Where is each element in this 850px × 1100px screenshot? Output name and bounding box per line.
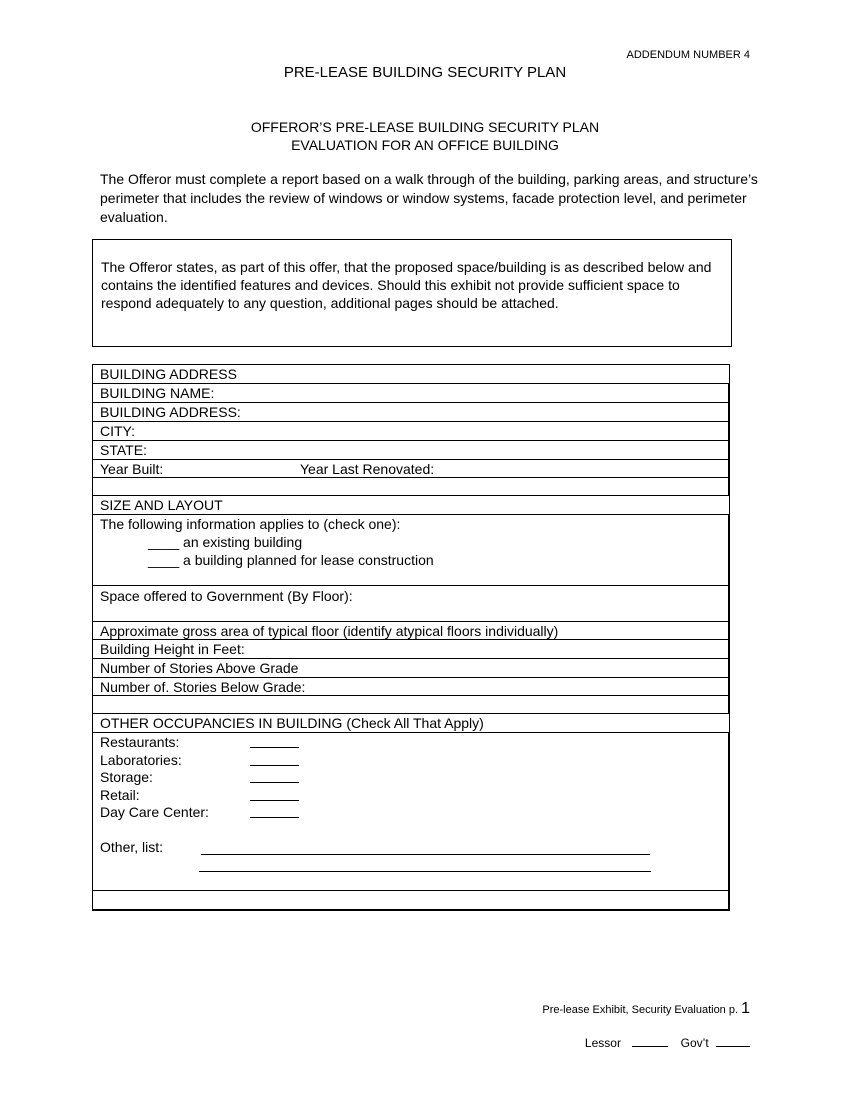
stories-above-row[interactable] bbox=[92, 658, 730, 677]
initials-footer bbox=[585, 1036, 750, 1050]
check-blank[interactable] bbox=[250, 800, 299, 801]
city-row[interactable] bbox=[92, 421, 730, 440]
exhibit-label: Pre-lease Exhibit, Security Evaluation p. bbox=[542, 1004, 739, 1016]
space-offered-row[interactable] bbox=[92, 585, 730, 621]
occupancy-label: Laboratories: bbox=[100, 751, 182, 768]
size-heading-row bbox=[92, 495, 730, 514]
check-blank[interactable] bbox=[250, 765, 299, 766]
govt-initial-blank[interactable] bbox=[716, 1046, 750, 1047]
year-row[interactable] bbox=[92, 459, 730, 477]
occupancy-item[interactable] bbox=[100, 768, 728, 786]
building-name-label: BUILDING NAME: bbox=[100, 385, 215, 401]
other-label: Other, list: bbox=[100, 838, 164, 855]
occupancies-row bbox=[92, 732, 730, 890]
stories-below-label: Number of. Stories Below Grade: bbox=[100, 679, 306, 695]
occupancy-label: Restaurants: bbox=[100, 734, 180, 750]
spacer-row bbox=[92, 695, 730, 713]
building-name-row[interactable] bbox=[92, 383, 730, 402]
state-label: STATE: bbox=[100, 442, 147, 458]
intro-paragraph: The Offeror must complete a report based on a walk through of the building, parking areas, and structure’s perimeter that includes the review of windows or window systems, facade protection level, and perimeter evaluation. bbox=[100, 171, 758, 225]
height-row[interactable] bbox=[92, 639, 730, 658]
building-heading-row bbox=[92, 364, 730, 383]
building-address-row[interactable] bbox=[92, 402, 730, 421]
stories-above-label: Number of Stories Above Grade bbox=[100, 660, 299, 676]
occupancy-item[interactable] bbox=[100, 733, 728, 751]
building-address-label: BUILDING ADDRESS: bbox=[100, 404, 241, 420]
occupancy-label: Day Care Center: bbox=[100, 804, 209, 820]
page-number: 1 bbox=[741, 1000, 750, 1017]
other-blank-line-1[interactable] bbox=[201, 854, 650, 855]
occupancy-label: Storage: bbox=[100, 769, 153, 785]
applies-label: The following information applies to (check one): bbox=[100, 516, 401, 532]
spacer-row bbox=[92, 477, 730, 495]
state-row[interactable] bbox=[92, 440, 730, 459]
other-blank-line-2[interactable] bbox=[199, 871, 651, 872]
check-blank[interactable] bbox=[250, 782, 299, 783]
planned-building-option[interactable]: ____ a building planned for lease construction bbox=[148, 552, 434, 568]
year-built-label: Year Built: bbox=[100, 461, 164, 477]
check-blank[interactable] bbox=[250, 817, 299, 818]
page-footer bbox=[542, 1000, 750, 1018]
govt-label: Gov’t bbox=[680, 1036, 709, 1050]
gross-area-label: Approximate gross area of typical floor (identify atypical floors individually) bbox=[100, 623, 559, 639]
height-label: Building Height in Feet: bbox=[100, 641, 245, 657]
occupancies-heading-row bbox=[92, 713, 730, 732]
page-title: PRE-LEASE BUILDING SECURITY PLAN bbox=[283, 64, 567, 81]
occupancy-item[interactable] bbox=[100, 786, 728, 804]
size-heading: SIZE AND LAYOUT bbox=[100, 497, 223, 513]
offeror-statement-box bbox=[92, 239, 732, 347]
final-empty-row bbox=[92, 890, 730, 911]
check-blank[interactable] bbox=[250, 747, 299, 748]
offeror-statement: The Offeror states, as part of this offer, that the proposed space/building is as described below and contains the identified features and devices. Should this exhibit not provide sufficient space to respond adequately to any question, additional pages should be attached. bbox=[101, 259, 712, 311]
space-offered-label: Space offered to Government (By Floor): bbox=[100, 588, 353, 604]
lessor-initial-blank[interactable] bbox=[632, 1046, 668, 1047]
subtitle-line-1: OFFEROR’S PRE-LEASE BUILDING SECURITY PLAN bbox=[250, 119, 600, 135]
occupancy-item[interactable] bbox=[100, 751, 728, 769]
occupancy-label: Retail: bbox=[100, 786, 140, 803]
existing-building-option[interactable]: ____ an existing building bbox=[148, 534, 303, 550]
gross-area-row[interactable] bbox=[92, 621, 730, 639]
year-renovated-label: Year Last Renovated: bbox=[300, 461, 435, 477]
occupancy-item[interactable] bbox=[100, 803, 728, 821]
subtitle-line-2: EVALUATION FOR AN OFFICE BUILDING bbox=[291, 137, 559, 153]
occupancies-heading: OTHER OCCUPANCIES IN BUILDING (Check All That Apply) bbox=[100, 715, 484, 731]
lessor-label: Lessor bbox=[584, 1036, 621, 1050]
addendum-label: ADDENDUM NUMBER 4 bbox=[626, 49, 750, 61]
building-heading: BUILDING ADDRESS bbox=[100, 366, 237, 382]
stories-below-row[interactable] bbox=[92, 677, 730, 695]
other-list[interactable] bbox=[100, 821, 728, 856]
subtitle bbox=[0, 118, 850, 154]
building-type-row[interactable] bbox=[92, 514, 730, 585]
city-label: CITY: bbox=[100, 423, 136, 439]
